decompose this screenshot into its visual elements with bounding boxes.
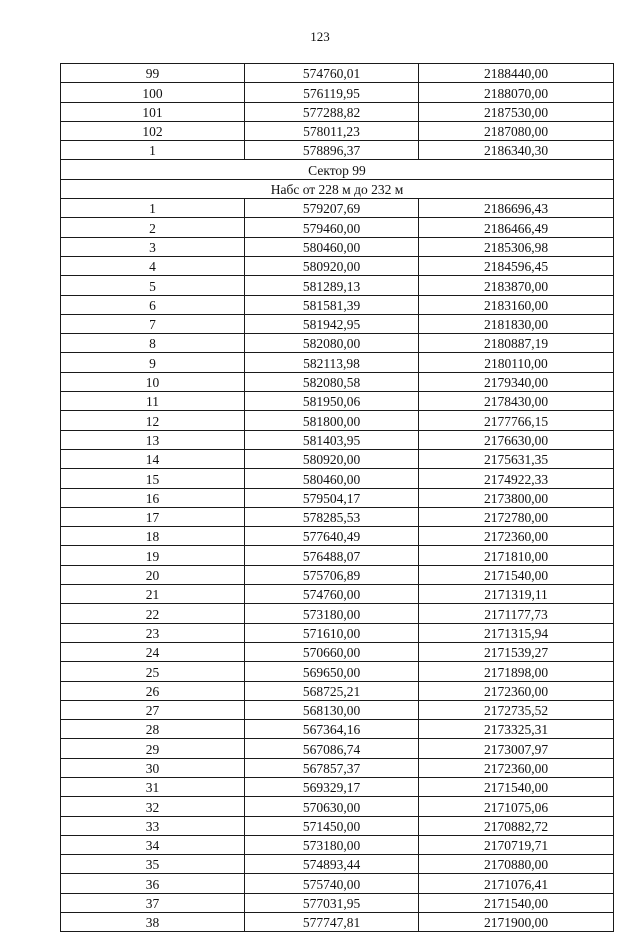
y-coordinate: 2187080,00 [419, 121, 614, 140]
point-number: 33 [61, 816, 245, 835]
table-row [61, 507, 614, 526]
x-coordinate: 582113,98 [245, 353, 419, 372]
x-coordinate: 582080,00 [245, 334, 419, 353]
point-number: 18 [61, 527, 245, 546]
y-coordinate: 2173007,97 [419, 739, 614, 758]
x-coordinate: 573180,00 [245, 604, 419, 623]
x-coordinate: 580460,00 [245, 237, 419, 256]
point-number: 28 [61, 720, 245, 739]
x-coordinate: 568130,00 [245, 700, 419, 719]
x-coordinate: 581581,39 [245, 295, 419, 314]
y-coordinate: 2180887,19 [419, 334, 614, 353]
point-number: 35 [61, 855, 245, 874]
x-coordinate: 571450,00 [245, 816, 419, 835]
table-row [61, 700, 614, 719]
y-coordinate: 2174922,33 [419, 469, 614, 488]
x-coordinate: 582080,58 [245, 372, 419, 391]
coordinates-table [60, 63, 614, 932]
sector-title: Сектор 99 [61, 160, 614, 179]
x-coordinate: 575740,00 [245, 874, 419, 893]
y-coordinate: 2172735,52 [419, 700, 614, 719]
x-coordinate: 574760,01 [245, 64, 419, 83]
table-row [61, 642, 614, 661]
table-row [61, 565, 614, 584]
section-header-row [61, 160, 614, 179]
y-coordinate: 2188440,00 [419, 64, 614, 83]
point-number: 6 [61, 295, 245, 314]
point-number: 100 [61, 83, 245, 102]
y-coordinate: 2186696,43 [419, 199, 614, 218]
y-coordinate: 2171810,00 [419, 546, 614, 565]
y-coordinate: 2180110,00 [419, 353, 614, 372]
x-coordinate: 579460,00 [245, 218, 419, 237]
table-row [61, 199, 614, 218]
table-row [61, 681, 614, 700]
y-coordinate: 2171319,11 [419, 585, 614, 604]
x-coordinate: 569329,17 [245, 777, 419, 796]
table-row [61, 353, 614, 372]
x-coordinate: 574893,44 [245, 855, 419, 874]
x-coordinate: 577640,49 [245, 527, 419, 546]
y-coordinate: 2171539,27 [419, 642, 614, 661]
table-row [61, 623, 614, 642]
y-coordinate: 2170880,00 [419, 855, 614, 874]
y-coordinate: 2171075,06 [419, 797, 614, 816]
table-row [61, 546, 614, 565]
point-number: 4 [61, 256, 245, 275]
table-row [61, 121, 614, 140]
table-row [61, 488, 614, 507]
page-number: 123 [310, 29, 330, 44]
x-coordinate: 581942,95 [245, 314, 419, 333]
y-coordinate: 2186466,49 [419, 218, 614, 237]
x-coordinate: 581800,00 [245, 411, 419, 430]
x-coordinate: 567364,16 [245, 720, 419, 739]
x-coordinate: 576488,07 [245, 546, 419, 565]
y-coordinate: 2171076,41 [419, 874, 614, 893]
point-number: 10 [61, 372, 245, 391]
table-row [61, 797, 614, 816]
table-row [61, 816, 614, 835]
point-number: 12 [61, 411, 245, 430]
table-row [61, 64, 614, 83]
x-coordinate: 578285,53 [245, 507, 419, 526]
table-row [61, 314, 614, 333]
point-number: 11 [61, 392, 245, 411]
point-number: 5 [61, 276, 245, 295]
x-coordinate: 578011,23 [245, 121, 419, 140]
point-number: 8 [61, 334, 245, 353]
y-coordinate: 2173800,00 [419, 488, 614, 507]
table-row [61, 449, 614, 468]
table-row [61, 430, 614, 449]
x-coordinate: 575706,89 [245, 565, 419, 584]
y-coordinate: 2179340,00 [419, 372, 614, 391]
coordinates-table-body [61, 64, 614, 932]
y-coordinate: 2187530,00 [419, 102, 614, 121]
x-coordinate: 581289,13 [245, 276, 419, 295]
table-row [61, 411, 614, 430]
x-coordinate: 580460,00 [245, 469, 419, 488]
x-coordinate: 577288,82 [245, 102, 419, 121]
point-number: 26 [61, 681, 245, 700]
point-number: 99 [61, 64, 245, 83]
x-coordinate: 581950,06 [245, 392, 419, 411]
y-coordinate: 2170719,71 [419, 835, 614, 854]
point-number: 32 [61, 797, 245, 816]
point-number: 24 [61, 642, 245, 661]
table-row [61, 218, 614, 237]
table-row [61, 141, 614, 160]
table-row [61, 604, 614, 623]
y-coordinate: 2185306,98 [419, 237, 614, 256]
x-coordinate: 574760,00 [245, 585, 419, 604]
x-coordinate: 567857,37 [245, 758, 419, 777]
y-coordinate: 2171315,94 [419, 623, 614, 642]
y-coordinate: 2171177,73 [419, 604, 614, 623]
y-coordinate: 2170882,72 [419, 816, 614, 835]
point-number: 31 [61, 777, 245, 796]
y-coordinate: 2186340,30 [419, 141, 614, 160]
point-number: 3 [61, 237, 245, 256]
point-number: 14 [61, 449, 245, 468]
y-coordinate: 2181830,00 [419, 314, 614, 333]
y-coordinate: 2172360,00 [419, 758, 614, 777]
y-coordinate: 2171540,00 [419, 565, 614, 584]
point-number: 2 [61, 218, 245, 237]
point-number: 27 [61, 700, 245, 719]
table-row [61, 855, 614, 874]
point-number: 23 [61, 623, 245, 642]
y-coordinate: 2177766,15 [419, 411, 614, 430]
x-coordinate: 579504,17 [245, 488, 419, 507]
point-number: 101 [61, 102, 245, 121]
point-number: 34 [61, 835, 245, 854]
point-number: 30 [61, 758, 245, 777]
table-row [61, 102, 614, 121]
x-coordinate: 581403,95 [245, 430, 419, 449]
y-coordinate: 2171900,00 [419, 913, 614, 932]
x-coordinate: 577031,95 [245, 893, 419, 912]
table-row [61, 392, 614, 411]
y-coordinate: 2173325,31 [419, 720, 614, 739]
y-coordinate: 2172360,00 [419, 527, 614, 546]
point-number: 1 [61, 199, 245, 218]
table-row [61, 758, 614, 777]
height-range: Набс от 228 м до 232 м [61, 179, 614, 198]
y-coordinate: 2178430,00 [419, 392, 614, 411]
x-coordinate: 570630,00 [245, 797, 419, 816]
section-header-row [61, 179, 614, 198]
x-coordinate: 577747,81 [245, 913, 419, 932]
point-number: 22 [61, 604, 245, 623]
point-number: 16 [61, 488, 245, 507]
point-number: 13 [61, 430, 245, 449]
point-number: 25 [61, 662, 245, 681]
point-number: 20 [61, 565, 245, 584]
table-row [61, 835, 614, 854]
point-number: 19 [61, 546, 245, 565]
point-number: 1 [61, 141, 245, 160]
point-number: 29 [61, 739, 245, 758]
table-row [61, 469, 614, 488]
x-coordinate: 578896,37 [245, 141, 419, 160]
x-coordinate: 570660,00 [245, 642, 419, 661]
table-row [61, 662, 614, 681]
point-number: 36 [61, 874, 245, 893]
table-row [61, 83, 614, 102]
table-row [61, 913, 614, 932]
table-row [61, 295, 614, 314]
table-row [61, 585, 614, 604]
y-coordinate: 2171540,00 [419, 777, 614, 796]
x-coordinate: 571610,00 [245, 623, 419, 642]
table-row [61, 527, 614, 546]
y-coordinate: 2172780,00 [419, 507, 614, 526]
x-coordinate: 580920,00 [245, 256, 419, 275]
point-number: 15 [61, 469, 245, 488]
point-number: 17 [61, 507, 245, 526]
table-row [61, 256, 614, 275]
table-row [61, 893, 614, 912]
y-coordinate: 2175631,35 [419, 449, 614, 468]
x-coordinate: 580920,00 [245, 449, 419, 468]
point-number: 102 [61, 121, 245, 140]
y-coordinate: 2183870,00 [419, 276, 614, 295]
table-row [61, 276, 614, 295]
table-row [61, 334, 614, 353]
x-coordinate: 567086,74 [245, 739, 419, 758]
table-row [61, 237, 614, 256]
y-coordinate: 2176630,00 [419, 430, 614, 449]
point-number: 21 [61, 585, 245, 604]
table-row [61, 372, 614, 391]
table-row [61, 720, 614, 739]
point-number: 9 [61, 353, 245, 372]
y-coordinate: 2184596,45 [419, 256, 614, 275]
table-row [61, 739, 614, 758]
table-row [61, 874, 614, 893]
y-coordinate: 2171898,00 [419, 662, 614, 681]
x-coordinate: 579207,69 [245, 199, 419, 218]
y-coordinate: 2183160,00 [419, 295, 614, 314]
x-coordinate: 569650,00 [245, 662, 419, 681]
x-coordinate: 576119,95 [245, 83, 419, 102]
point-number: 37 [61, 893, 245, 912]
point-number: 38 [61, 913, 245, 932]
y-coordinate: 2171540,00 [419, 893, 614, 912]
y-coordinate: 2172360,00 [419, 681, 614, 700]
x-coordinate: 573180,00 [245, 835, 419, 854]
point-number: 7 [61, 314, 245, 333]
y-coordinate: 2188070,00 [419, 83, 614, 102]
table-row [61, 777, 614, 796]
x-coordinate: 568725,21 [245, 681, 419, 700]
